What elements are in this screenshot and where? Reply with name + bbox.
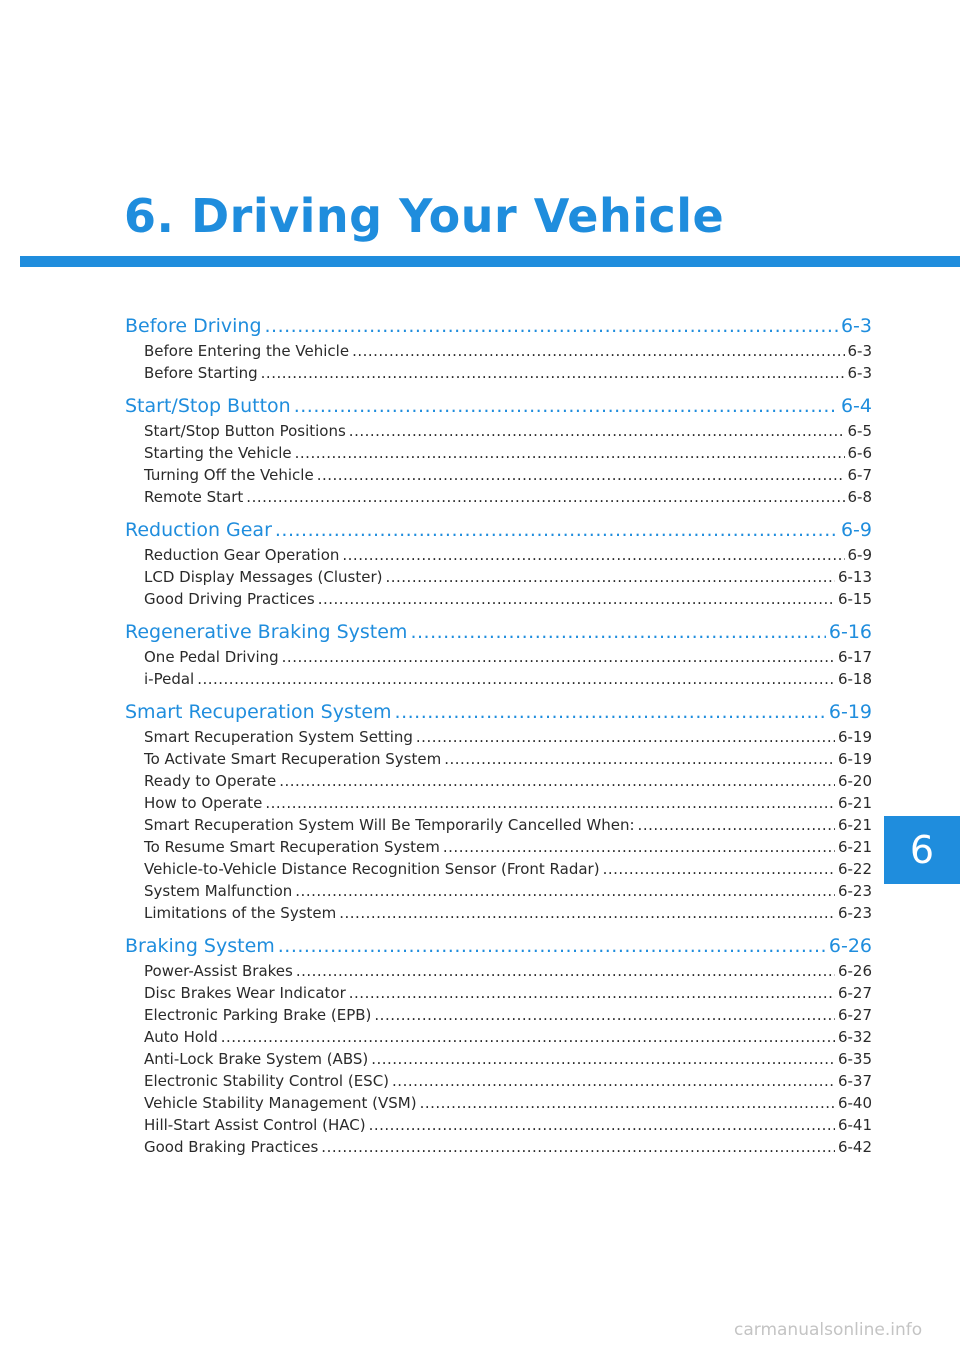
toc-entry-label: Power-Assist Brakes bbox=[144, 962, 293, 980]
toc-entry[interactable] bbox=[125, 442, 872, 464]
toc-entry-label: Smart Recuperation System Will Be Temporarily Cancelled When: bbox=[144, 816, 635, 834]
toc-entry-label: Anti-Lock Brake System (ABS) bbox=[144, 1050, 369, 1068]
toc-page-number: 6-21 bbox=[837, 794, 872, 812]
toc-section-title: Regenerative Braking System bbox=[125, 621, 408, 643]
toc-entry-label: How to Operate bbox=[144, 794, 263, 812]
toc-page-number: 6-16 bbox=[828, 621, 872, 643]
dot-leader bbox=[603, 858, 835, 880]
toc-page-number: 6-22 bbox=[837, 860, 872, 878]
toc-page-number: 6-42 bbox=[837, 1138, 872, 1156]
toc-section-title: Start/Stop Button bbox=[125, 395, 291, 417]
toc-entry[interactable] bbox=[125, 1136, 872, 1158]
toc-section-heading[interactable] bbox=[125, 700, 872, 724]
toc-page-number: 6-32 bbox=[837, 1028, 872, 1046]
toc-entry-label: To Activate Smart Recuperation System bbox=[144, 750, 442, 768]
toc-page-number: 6-41 bbox=[837, 1116, 872, 1134]
dot-leader bbox=[443, 836, 835, 858]
dot-leader bbox=[275, 518, 838, 542]
toc-entry-label: Smart Recuperation System Setting bbox=[144, 728, 413, 746]
toc-section bbox=[125, 314, 872, 384]
toc-section-heading[interactable] bbox=[125, 518, 872, 542]
toc-entry-label: Start/Stop Button Positions bbox=[144, 422, 346, 440]
toc-section bbox=[125, 394, 872, 508]
toc-entry-label: Electronic Parking Brake (EPB) bbox=[144, 1006, 372, 1024]
toc-entry-label: Good Driving Practices bbox=[144, 590, 315, 608]
toc-entry-label: Vehicle Stability Management (VSM) bbox=[144, 1094, 417, 1112]
toc-entry[interactable] bbox=[125, 770, 872, 792]
dot-leader bbox=[265, 314, 838, 338]
dot-leader bbox=[385, 566, 834, 588]
dot-leader bbox=[342, 544, 844, 566]
toc-section-title: Reduction Gear bbox=[125, 519, 272, 541]
toc-entry[interactable] bbox=[125, 1114, 872, 1136]
toc-entry[interactable] bbox=[125, 836, 872, 858]
toc-page-number: 6-8 bbox=[847, 488, 872, 506]
toc-page-number: 6-17 bbox=[837, 648, 872, 666]
toc-page-number: 6-9 bbox=[840, 519, 872, 541]
dot-leader bbox=[416, 726, 835, 748]
toc-entry-label: i-Pedal bbox=[144, 670, 195, 688]
chapter-tab[interactable]: 6 bbox=[884, 816, 960, 884]
toc-entry-label: Auto Hold bbox=[144, 1028, 218, 1046]
toc-page-number: 6-21 bbox=[837, 838, 872, 856]
toc-entry[interactable] bbox=[125, 646, 872, 668]
toc-page-number: 6-3 bbox=[847, 364, 872, 382]
toc-entry[interactable] bbox=[125, 588, 872, 610]
toc-section bbox=[125, 934, 872, 1158]
dot-leader bbox=[349, 420, 845, 442]
dot-leader bbox=[369, 1114, 835, 1136]
toc-entry[interactable] bbox=[125, 420, 872, 442]
toc-section bbox=[125, 518, 872, 610]
toc-page-number: 6-23 bbox=[837, 882, 872, 900]
toc-entry-label: Starting the Vehicle bbox=[144, 444, 292, 462]
dot-leader bbox=[321, 1136, 835, 1158]
dot-leader bbox=[317, 464, 845, 486]
toc-page-number: 6-7 bbox=[847, 466, 872, 484]
toc-page-number: 6-4 bbox=[840, 395, 872, 417]
toc-entry[interactable] bbox=[125, 726, 872, 748]
dot-leader bbox=[392, 1070, 835, 1092]
dot-leader bbox=[295, 880, 835, 902]
toc-entry-label: Disc Brakes Wear Indicator bbox=[144, 984, 346, 1002]
dot-leader bbox=[261, 362, 845, 384]
toc-section bbox=[125, 700, 872, 924]
toc-entry[interactable] bbox=[125, 1004, 872, 1026]
toc-entry[interactable] bbox=[125, 748, 872, 770]
toc-entry[interactable] bbox=[125, 464, 872, 486]
toc-entry-label: Remote Start bbox=[144, 488, 244, 506]
dot-leader bbox=[395, 700, 826, 724]
dot-leader bbox=[420, 1092, 835, 1114]
dot-leader bbox=[371, 1048, 835, 1070]
toc-entry[interactable] bbox=[125, 982, 872, 1004]
toc-entry[interactable] bbox=[125, 1048, 872, 1070]
toc-page-number: 6-15 bbox=[837, 590, 872, 608]
dot-leader bbox=[374, 1004, 835, 1026]
dot-leader bbox=[295, 442, 845, 464]
toc-page-number: 6-19 bbox=[837, 728, 872, 746]
dot-leader bbox=[246, 486, 844, 508]
toc-entry[interactable] bbox=[125, 1092, 872, 1114]
toc-entry-label: To Resume Smart Recuperation System bbox=[144, 838, 440, 856]
toc-entry-label: LCD Display Messages (Cluster) bbox=[144, 568, 383, 586]
dot-leader bbox=[638, 814, 835, 836]
toc-page-number: 6-21 bbox=[837, 816, 872, 834]
toc-entry-label: System Malfunction bbox=[144, 882, 293, 900]
toc-entry[interactable] bbox=[125, 544, 872, 566]
toc-entry[interactable] bbox=[125, 880, 872, 902]
toc-entry[interactable] bbox=[125, 362, 872, 384]
toc-entry-label: Turning Off the Vehicle bbox=[144, 466, 314, 484]
toc-entry[interactable] bbox=[125, 902, 872, 924]
toc-entry[interactable] bbox=[125, 1070, 872, 1092]
toc-entry-label: Electronic Stability Control (ESC) bbox=[144, 1072, 390, 1090]
dot-leader bbox=[221, 1026, 835, 1048]
toc-page-number: 6-26 bbox=[828, 935, 872, 957]
toc-page-number: 6-3 bbox=[840, 315, 872, 337]
dot-leader bbox=[282, 646, 835, 668]
toc-page-number: 6-23 bbox=[837, 904, 872, 922]
toc-entry-label: Vehicle-to-Vehicle Distance Recognition Sensor (Front Radar) bbox=[144, 860, 600, 878]
dot-leader bbox=[318, 588, 835, 610]
title-divider bbox=[20, 256, 960, 267]
dot-leader bbox=[296, 960, 835, 982]
toc-page-number: 6-9 bbox=[847, 546, 872, 564]
toc-entry-label: Reduction Gear Operation bbox=[144, 546, 340, 564]
toc-section-title: Before Driving bbox=[125, 315, 262, 337]
toc-page-number: 6-26 bbox=[837, 962, 872, 980]
toc-entry[interactable] bbox=[125, 486, 872, 508]
toc-section-heading[interactable] bbox=[125, 620, 872, 644]
toc-page-number: 6-18 bbox=[837, 670, 872, 688]
toc-section-title: Braking System bbox=[125, 935, 275, 957]
toc-page-number: 6-27 bbox=[837, 1006, 872, 1024]
toc-page-number: 6-13 bbox=[837, 568, 872, 586]
chapter-title: 6. Driving Your Vehicle bbox=[124, 189, 725, 243]
toc-section-heading[interactable] bbox=[125, 934, 872, 958]
toc-section bbox=[125, 620, 872, 690]
dot-leader bbox=[279, 770, 835, 792]
toc-section-title: Smart Recuperation System bbox=[125, 701, 392, 723]
toc-page-number: 6-35 bbox=[837, 1050, 872, 1068]
dot-leader bbox=[339, 902, 835, 924]
toc-section-heading[interactable] bbox=[125, 394, 872, 418]
toc-entry[interactable] bbox=[125, 792, 872, 814]
toc-entry[interactable] bbox=[125, 566, 872, 588]
toc-entry[interactable] bbox=[125, 668, 872, 690]
toc-section-heading[interactable] bbox=[125, 314, 872, 338]
toc-entry[interactable] bbox=[125, 814, 872, 836]
dot-leader bbox=[265, 792, 835, 814]
toc-entry[interactable] bbox=[125, 340, 872, 362]
dot-leader bbox=[410, 620, 825, 644]
dot-leader bbox=[278, 934, 826, 958]
toc-page-number: 6-40 bbox=[837, 1094, 872, 1112]
toc-page-number: 6-27 bbox=[837, 984, 872, 1002]
watermark: carmanualsonline.info bbox=[734, 1320, 923, 1340]
toc-page-number: 6-3 bbox=[847, 342, 872, 360]
dot-leader bbox=[197, 668, 835, 690]
toc-entry-label: Hill-Start Assist Control (HAC) bbox=[144, 1116, 366, 1134]
toc-entry-label: Before Starting bbox=[144, 364, 258, 382]
toc-entry-label: Limitations of the System bbox=[144, 904, 337, 922]
toc-page-number: 6-37 bbox=[837, 1072, 872, 1090]
dot-leader bbox=[349, 982, 835, 1004]
toc-entry[interactable] bbox=[125, 1026, 872, 1048]
toc-page-number: 6-5 bbox=[847, 422, 872, 440]
toc-entry[interactable] bbox=[125, 960, 872, 982]
toc-entry[interactable] bbox=[125, 858, 872, 880]
toc-page-number: 6-20 bbox=[837, 772, 872, 790]
dot-leader bbox=[352, 340, 844, 362]
toc-entry-label: Before Entering the Vehicle bbox=[144, 342, 350, 360]
toc-page-number: 6-19 bbox=[837, 750, 872, 768]
toc-entry-label: Ready to Operate bbox=[144, 772, 277, 790]
toc-entry-label: One Pedal Driving bbox=[144, 648, 279, 666]
dot-leader bbox=[294, 394, 838, 418]
toc-page-number: 6-6 bbox=[847, 444, 872, 462]
toc-entry-label: Good Braking Practices bbox=[144, 1138, 319, 1156]
table-of-contents bbox=[125, 314, 872, 1168]
dot-leader bbox=[444, 748, 835, 770]
toc-page-number: 6-19 bbox=[828, 701, 872, 723]
